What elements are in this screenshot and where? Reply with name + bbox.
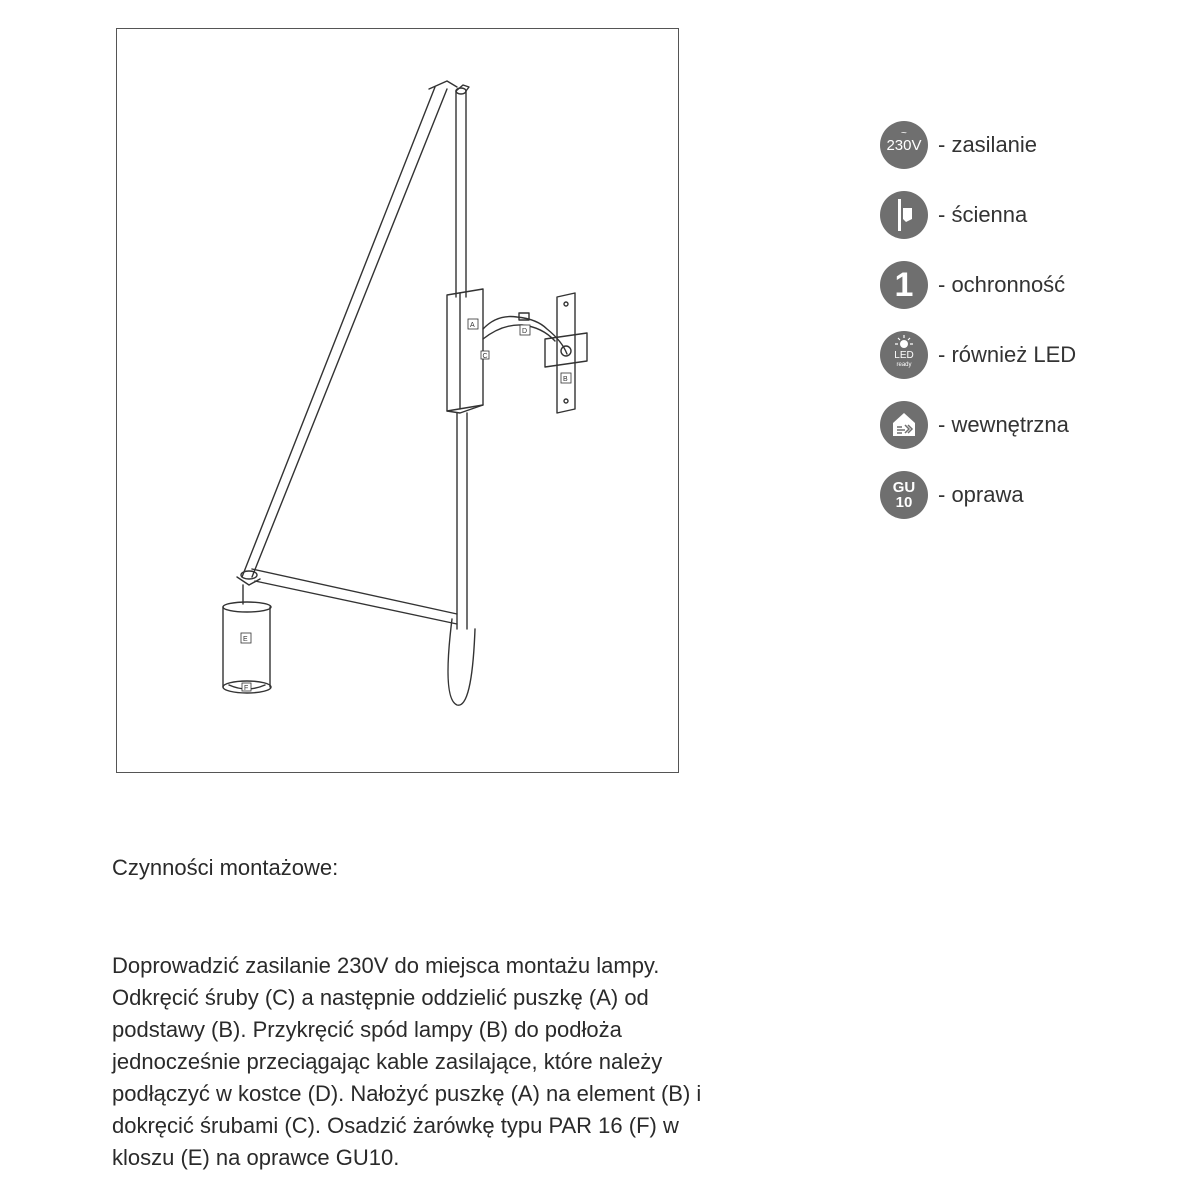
instruction-line: Doprowadzić zasilanie 230V do miejsca montażu lampy. — [112, 953, 660, 978]
legend-item-led — [880, 330, 1076, 380]
svg-text:E: E — [243, 636, 248, 643]
part-label-f — [242, 683, 251, 692]
pole-upper — [456, 91, 466, 297]
part-label-d — [520, 325, 530, 335]
part-label-c — [481, 351, 489, 360]
instructions-paragraph — [112, 950, 832, 1174]
led-ready-icon: LED ready — [880, 331, 928, 379]
svg-text:F: F — [244, 685, 249, 692]
part-label-b — [561, 373, 571, 383]
svg-text:B: B — [563, 376, 568, 383]
svg-text:A: A — [470, 322, 475, 329]
legend-label: - również LED — [938, 342, 1077, 367]
protection-class-icon: 1 — [880, 261, 928, 309]
svg-text:C: C — [482, 353, 488, 360]
legend-item-gu10 — [880, 470, 1024, 520]
legend-label: - ścienna — [938, 202, 1028, 227]
instruction-line: podstawy (B). Przykręcić spód lampy (B) do podłoża — [112, 1017, 622, 1042]
junction-box — [447, 289, 483, 411]
part-label-a — [468, 319, 478, 329]
instruction-line: Odkręcić śruby (C) a następnie oddzielić puszkę (A) od — [112, 985, 649, 1010]
horizontal-arm — [252, 569, 457, 624]
legend-item-wall — [880, 190, 1027, 240]
part-label-e — [241, 633, 251, 643]
legend-label: - wewnętrzna — [938, 412, 1069, 437]
wall-mount-icon — [880, 191, 928, 239]
lamp-drawing — [117, 29, 680, 774]
instruction-line: podłączyć w kostce (D). Nałożyć puszkę (A) na element (B) i — [112, 1081, 702, 1106]
legend-item-supply — [880, 120, 1037, 170]
indoor-icon — [880, 401, 928, 449]
230v-supply-icon: 230V ~ — [880, 121, 928, 169]
svg-text:D: D — [522, 328, 528, 335]
gu10-socket-icon: GU 10 — [880, 471, 928, 519]
lamp-shade — [223, 607, 270, 687]
cable-loop — [448, 619, 475, 705]
legend-label: - ochronność — [938, 272, 1066, 297]
instruction-line: jednocześnie przeciągając kable zasilające, które należy — [112, 1049, 663, 1074]
legend-label: - oprawa — [938, 482, 1024, 507]
legend-item-indoor — [880, 400, 1069, 450]
legend-item-protection — [880, 260, 1065, 310]
pole-lower — [457, 413, 467, 629]
assembly-diagram — [116, 28, 679, 773]
section-heading: Czynności montażowe: — [112, 855, 339, 880]
legend-label: - zasilanie — [938, 132, 1038, 157]
diagonal-rod — [242, 87, 447, 577]
instruction-line: kloszu (E) na oprawce GU10. — [112, 1145, 400, 1170]
instruction-line: dokręcić śrubami (C). Osadzić żarówkę typu PAR 16 (F) w — [112, 1113, 679, 1138]
